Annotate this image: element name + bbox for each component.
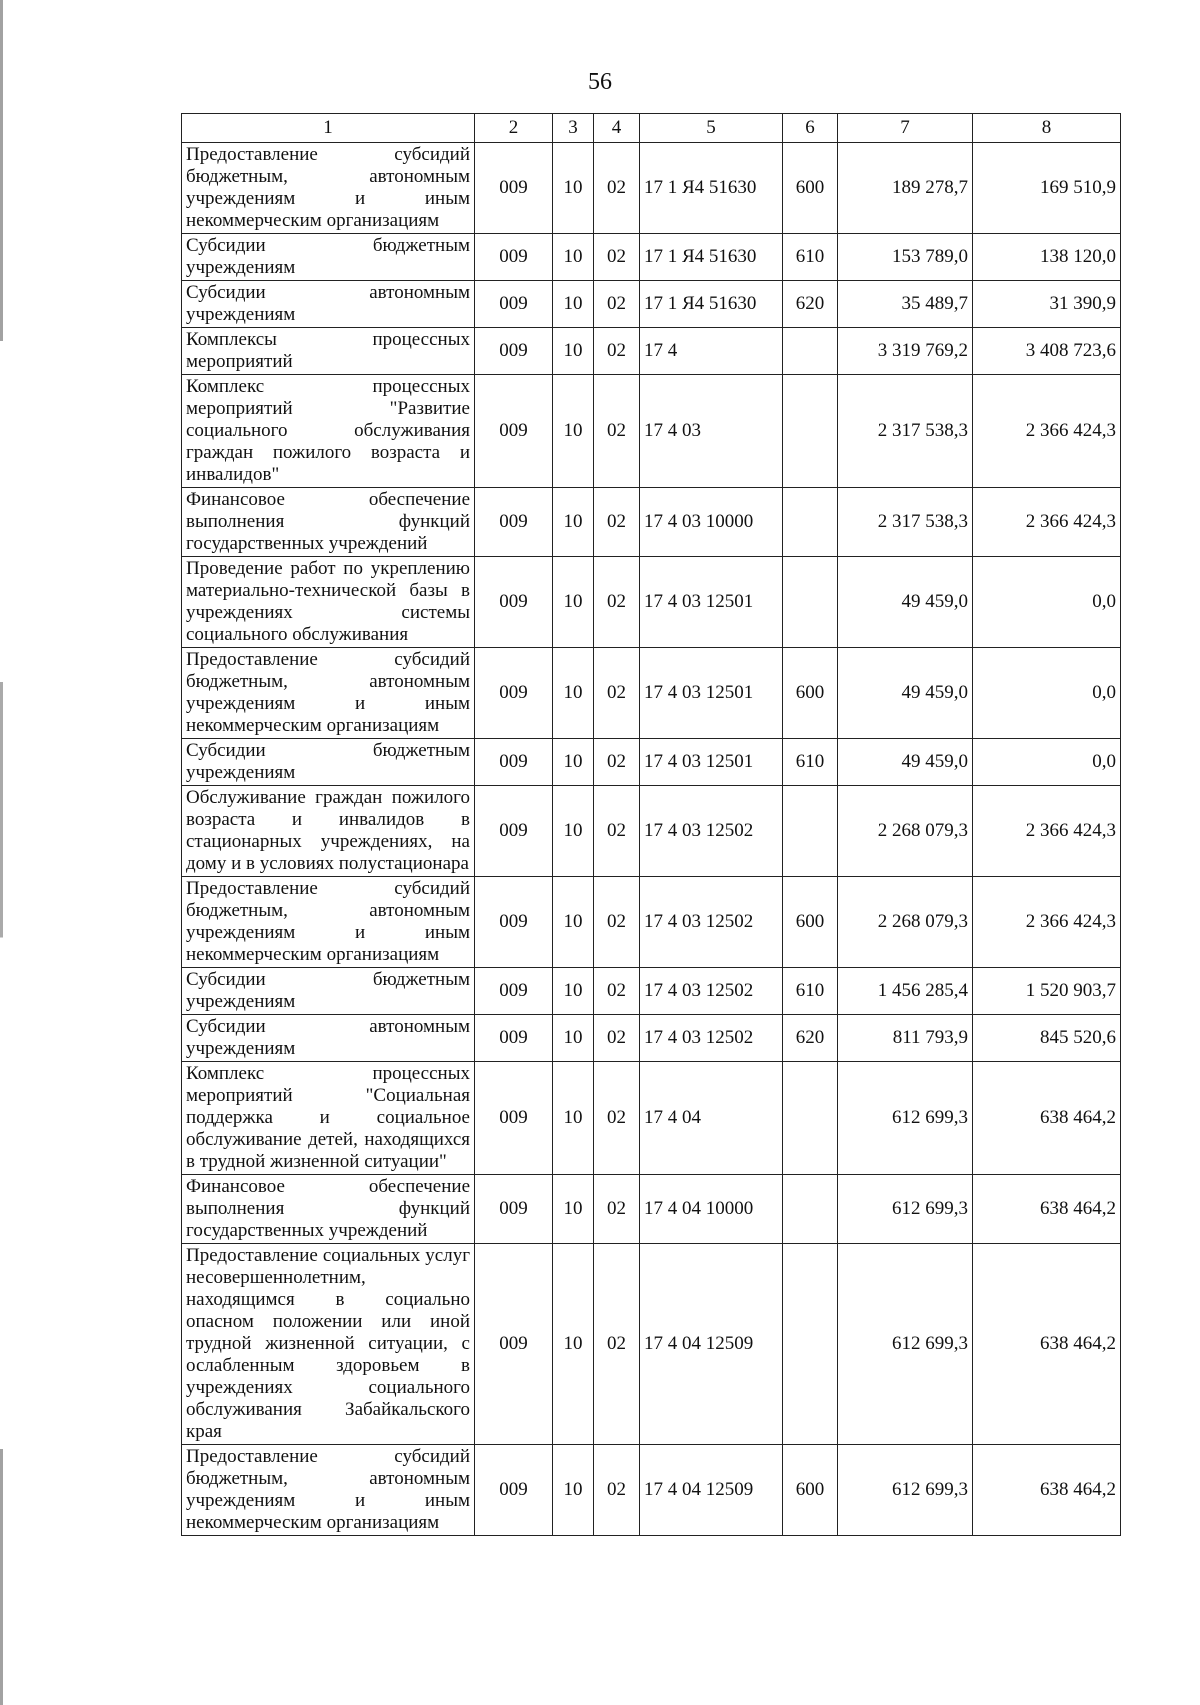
row-target-article-cell: 17 4 03 12502	[640, 968, 783, 1015]
row-ministry-cell: 009	[475, 739, 553, 786]
table-row	[182, 1062, 1121, 1175]
row-name-cell: Комплексы процессных мероприятий	[182, 328, 475, 375]
row-amount-year2-cell: 638 464,2	[973, 1244, 1121, 1445]
row-ministry-cell: 009	[475, 1062, 553, 1175]
row-expense-type-cell	[783, 786, 838, 877]
row-subsection-cell: 02	[594, 786, 640, 877]
table-row	[182, 1015, 1121, 1062]
row-subsection-cell: 02	[594, 1062, 640, 1175]
row-amount-year1-cell: 49 459,0	[838, 739, 973, 786]
row-name-cell: Предоставление субсидий бюджетным, автономным учреждениям и иным некоммерческим организациям	[182, 648, 475, 739]
table-row	[182, 968, 1121, 1015]
row-subsection-cell: 02	[594, 488, 640, 557]
row-amount-year1-cell: 49 459,0	[838, 557, 973, 648]
row-amount-year1-cell: 612 699,3	[838, 1244, 973, 1445]
row-amount-year2-cell: 1 520 903,7	[973, 968, 1121, 1015]
row-amount-year1-cell: 49 459,0	[838, 648, 973, 739]
row-expense-type-cell	[783, 1062, 838, 1175]
row-subsection-cell: 02	[594, 143, 640, 234]
row-amount-year1-cell: 189 278,7	[838, 143, 973, 234]
row-section-cell: 10	[553, 375, 594, 488]
row-amount-year1-cell: 2 268 079,3	[838, 877, 973, 968]
row-amount-year1-cell: 612 699,3	[838, 1062, 973, 1175]
row-ministry-cell: 009	[475, 1175, 553, 1244]
row-subsection-cell: 02	[594, 1175, 640, 1244]
table-header-row	[182, 114, 1121, 143]
row-target-article-cell: 17 4 03 12502	[640, 877, 783, 968]
row-expense-type-cell	[783, 375, 838, 488]
row-amount-year1-cell: 35 489,7	[838, 281, 973, 328]
row-ministry-cell: 009	[475, 234, 553, 281]
row-section-cell: 10	[553, 557, 594, 648]
header-col-8: 8	[973, 114, 1121, 143]
table-row	[182, 328, 1121, 375]
table-row	[182, 557, 1121, 648]
row-section-cell: 10	[553, 739, 594, 786]
row-amount-year2-cell: 2 366 424,3	[973, 877, 1121, 968]
row-subsection-cell: 02	[594, 739, 640, 786]
row-target-article-cell: 17 4 03 12502	[640, 1015, 783, 1062]
row-name-cell: Обслуживание граждан пожилого возраста и инвалидов в стационарных учреждениях, на дому и в условиях полустационара	[182, 786, 475, 877]
row-target-article-cell: 17 4 03	[640, 375, 783, 488]
scan-edge	[0, 0, 3, 1705]
row-name-cell: Предоставление субсидий бюджетным, автономным учреждениям и иным некоммерческим организациям	[182, 877, 475, 968]
header-col-7: 7	[838, 114, 973, 143]
table-row	[182, 1244, 1121, 1445]
row-ministry-cell: 009	[475, 143, 553, 234]
row-subsection-cell: 02	[594, 234, 640, 281]
row-target-article-cell: 17 4 03 12501	[640, 557, 783, 648]
row-section-cell: 10	[553, 1244, 594, 1445]
row-name-cell: Субсидии автономным учреждениям	[182, 281, 475, 328]
table-row	[182, 786, 1121, 877]
table-row	[182, 1445, 1121, 1536]
row-amount-year2-cell: 2 366 424,3	[973, 488, 1121, 557]
row-target-article-cell: 17 4 04	[640, 1062, 783, 1175]
row-amount-year2-cell: 138 120,0	[973, 234, 1121, 281]
row-amount-year1-cell: 2 268 079,3	[838, 786, 973, 877]
row-expense-type-cell: 620	[783, 1015, 838, 1062]
row-target-article-cell: 17 4 04 10000	[640, 1175, 783, 1244]
row-expense-type-cell: 620	[783, 281, 838, 328]
row-ministry-cell: 009	[475, 557, 553, 648]
row-expense-type-cell: 600	[783, 143, 838, 234]
row-section-cell: 10	[553, 877, 594, 968]
row-subsection-cell: 02	[594, 968, 640, 1015]
row-amount-year2-cell: 2 366 424,3	[973, 786, 1121, 877]
row-amount-year2-cell: 638 464,2	[973, 1445, 1121, 1536]
table-row	[182, 648, 1121, 739]
row-expense-type-cell	[783, 1244, 838, 1445]
row-subsection-cell: 02	[594, 877, 640, 968]
table-row	[182, 488, 1121, 557]
row-section-cell: 10	[553, 1015, 594, 1062]
row-amount-year2-cell: 0,0	[973, 739, 1121, 786]
row-subsection-cell: 02	[594, 328, 640, 375]
row-name-cell: Предоставление субсидий бюджетным, автономным учреждениям и иным некоммерческим организациям	[182, 1445, 475, 1536]
budget-table	[181, 113, 1121, 1536]
row-name-cell: Финансовое обеспечение выполнения функций государственных учреждений	[182, 488, 475, 557]
row-section-cell: 10	[553, 234, 594, 281]
row-target-article-cell: 17 4 03 10000	[640, 488, 783, 557]
row-ministry-cell: 009	[475, 328, 553, 375]
row-expense-type-cell: 600	[783, 648, 838, 739]
row-subsection-cell: 02	[594, 1244, 640, 1445]
row-subsection-cell: 02	[594, 557, 640, 648]
row-amount-year1-cell: 153 789,0	[838, 234, 973, 281]
row-amount-year2-cell: 845 520,6	[973, 1015, 1121, 1062]
row-amount-year2-cell: 0,0	[973, 648, 1121, 739]
row-ministry-cell: 009	[475, 375, 553, 488]
row-target-article-cell: 17 4 04 12509	[640, 1244, 783, 1445]
row-expense-type-cell	[783, 1175, 838, 1244]
row-amount-year1-cell: 3 319 769,2	[838, 328, 973, 375]
row-name-cell: Субсидии бюджетным учреждениям	[182, 234, 475, 281]
row-ministry-cell: 009	[475, 1445, 553, 1536]
row-amount-year1-cell: 612 699,3	[838, 1445, 973, 1536]
row-target-article-cell: 17 4 03 12501	[640, 648, 783, 739]
row-section-cell: 10	[553, 648, 594, 739]
row-amount-year1-cell: 2 317 538,3	[838, 375, 973, 488]
row-amount-year1-cell: 2 317 538,3	[838, 488, 973, 557]
row-amount-year1-cell: 811 793,9	[838, 1015, 973, 1062]
table-row	[182, 739, 1121, 786]
row-expense-type-cell: 610	[783, 234, 838, 281]
row-subsection-cell: 02	[594, 1015, 640, 1062]
row-section-cell: 10	[553, 786, 594, 877]
row-expense-type-cell: 610	[783, 739, 838, 786]
row-subsection-cell: 02	[594, 375, 640, 488]
row-expense-type-cell: 600	[783, 877, 838, 968]
row-ministry-cell: 009	[475, 786, 553, 877]
row-amount-year2-cell: 2 366 424,3	[973, 375, 1121, 488]
table-row	[182, 877, 1121, 968]
row-section-cell: 10	[553, 968, 594, 1015]
table-body	[182, 114, 1121, 1536]
table-row	[182, 375, 1121, 488]
header-col-4: 4	[594, 114, 640, 143]
row-amount-year2-cell: 638 464,2	[973, 1175, 1121, 1244]
row-amount-year2-cell: 0,0	[973, 557, 1121, 648]
row-ministry-cell: 009	[475, 1015, 553, 1062]
table-row	[182, 143, 1121, 234]
header-col-5: 5	[640, 114, 783, 143]
page-number: 56	[588, 69, 612, 95]
row-name-cell: Субсидии автономным учреждениям	[182, 1015, 475, 1062]
row-subsection-cell: 02	[594, 1445, 640, 1536]
row-expense-type-cell: 610	[783, 968, 838, 1015]
row-ministry-cell: 009	[475, 1244, 553, 1445]
table-row	[182, 1175, 1121, 1244]
row-expense-type-cell: 600	[783, 1445, 838, 1536]
row-name-cell: Финансовое обеспечение выполнения функций государственных учреждений	[182, 1175, 475, 1244]
row-target-article-cell: 17 1 Я4 51630	[640, 234, 783, 281]
row-name-cell: Предоставление социальных услуг несовершеннолетним, находящимся в социально опасном положении или иной трудной жизненной ситуации, с ослабленным здоровьем в учреждениях социального обслуживания Забайкальского края	[182, 1244, 475, 1445]
row-amount-year2-cell: 3 408 723,6	[973, 328, 1121, 375]
row-subsection-cell: 02	[594, 648, 640, 739]
table-row	[182, 281, 1121, 328]
row-ministry-cell: 009	[475, 968, 553, 1015]
row-target-article-cell: 17 4 03 12501	[640, 739, 783, 786]
row-section-cell: 10	[553, 488, 594, 557]
row-ministry-cell: 009	[475, 648, 553, 739]
row-amount-year2-cell: 31 390,9	[973, 281, 1121, 328]
row-target-article-cell: 17 4 03 12502	[640, 786, 783, 877]
row-expense-type-cell	[783, 557, 838, 648]
row-target-article-cell: 17 1 Я4 51630	[640, 281, 783, 328]
header-col-3: 3	[553, 114, 594, 143]
header-col-2: 2	[475, 114, 553, 143]
header-col-1: 1	[182, 114, 475, 143]
row-target-article-cell: 17 4 04 12509	[640, 1445, 783, 1536]
row-subsection-cell: 02	[594, 281, 640, 328]
row-amount-year1-cell: 1 456 285,4	[838, 968, 973, 1015]
row-ministry-cell: 009	[475, 877, 553, 968]
row-name-cell: Субсидии бюджетным учреждениям	[182, 739, 475, 786]
row-section-cell: 10	[553, 1445, 594, 1536]
row-amount-year2-cell: 638 464,2	[973, 1062, 1121, 1175]
row-ministry-cell: 009	[475, 281, 553, 328]
row-section-cell: 10	[553, 281, 594, 328]
row-name-cell: Комплекс процессных мероприятий "Развитие социального обслуживания граждан пожилого возраста и инвалидов"	[182, 375, 475, 488]
row-name-cell: Комплекс процессных мероприятий "Социальная поддержка и социальное обслуживание детей, находящихся в трудной жизненной ситуации"	[182, 1062, 475, 1175]
row-amount-year1-cell: 612 699,3	[838, 1175, 973, 1244]
header-col-6: 6	[783, 114, 838, 143]
row-section-cell: 10	[553, 1062, 594, 1175]
row-target-article-cell: 17 4	[640, 328, 783, 375]
row-target-article-cell: 17 1 Я4 51630	[640, 143, 783, 234]
row-section-cell: 10	[553, 143, 594, 234]
row-ministry-cell: 009	[475, 488, 553, 557]
row-name-cell: Субсидии бюджетным учреждениям	[182, 968, 475, 1015]
row-amount-year2-cell: 169 510,9	[973, 143, 1121, 234]
row-name-cell: Проведение работ по укреплению материально-технической базы в учреждениях системы социального обслуживания	[182, 557, 475, 648]
row-section-cell: 10	[553, 328, 594, 375]
row-expense-type-cell	[783, 328, 838, 375]
row-name-cell: Предоставление субсидий бюджетным, автономным учреждениям и иным некоммерческим организациям	[182, 143, 475, 234]
table-row	[182, 234, 1121, 281]
row-section-cell: 10	[553, 1175, 594, 1244]
row-expense-type-cell	[783, 488, 838, 557]
